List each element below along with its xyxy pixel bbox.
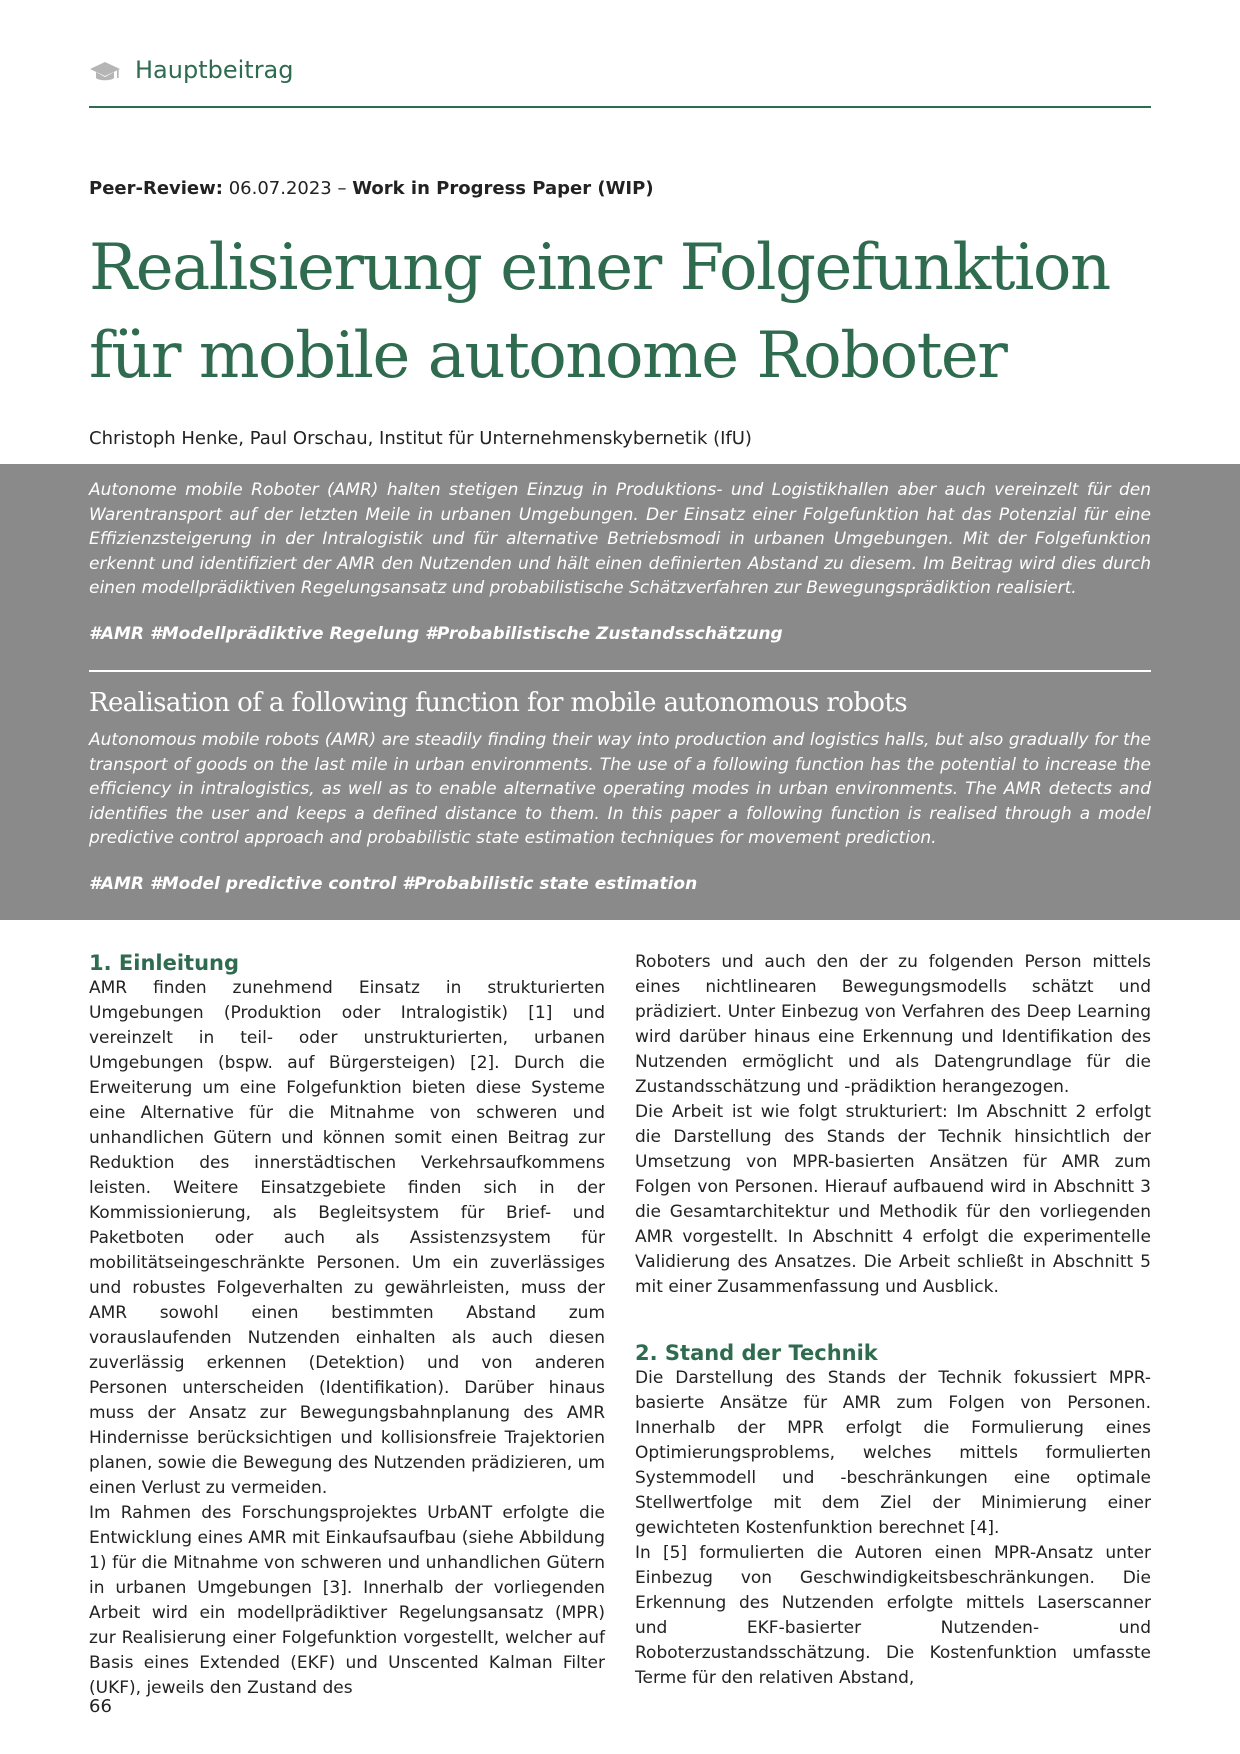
paragraph: Im Rahmen des Forschungsprojektes UrbANT erfolgte die Entwicklung eines AMR mit Einkaufsaufbau (siehe Abbildung 1) für die Mitnahme von schweren und unhandlichen Gütern in urbanen Umgebungen [3]. Innerhalb der vorliegenden Arbeit wird ein modellprädiktiver Regelungsansatz (MPR) zur Realisierung einer Folgefunktion vorgestellt, welcher auf Basis eines Extended (EKF) und Unscented Kalman Filter (UKF), jeweils den Zustand des	[89, 1503, 605, 1698]
peer-review-date: 06.07.2023	[228, 178, 332, 199]
section-heading-state-of-the-art: 2. Stand der Technik	[635, 1341, 878, 1365]
section-header	[89, 54, 1151, 108]
abstract-divider	[89, 670, 1151, 672]
peer-review-label: Peer-Review:	[89, 178, 223, 199]
paragraph: Roboters und auch den der zu folgenden Person mittels eines nichtlinearen Bewegungsmodells schätzt und prädiziert. Unter Einbezug von Verfahren des Deep Learning wird darüber hinaus eine Erkennung und Identifikation des Nutzenden ermöglicht und als Datengrundlage für die Zustandsschätzung und -prädiktion herangezogen.	[635, 952, 1151, 1097]
title-line-2: für mobile autonome Roboter	[89, 319, 1007, 393]
keywords-german: #AMR #Modellprädiktive Regelung #Probabilistische Zustandsschätzung	[89, 624, 783, 644]
section-heading-introduction: 1. Einleitung	[89, 951, 240, 975]
page-number: 66	[89, 1696, 112, 1717]
authors: Christoph Henke, Paul Orschau, Institut für Unternehmenskybernetik (IfU)	[89, 428, 752, 449]
paragraph: Die Darstellung des Stands der Technik fokussiert MPR-basierte Ansätze für AMR zum Folgen von Personen. Innerhalb der MPR erfolgt die Formulierung eines Optimierungsproblems, welches mittels formulierten Systemmodell und -beschränkungen eine optimale Stellwertfolge mit dem Ziel der Minimierung einer gewichteten Kostenfunktion berechnet [4].	[635, 1368, 1151, 1538]
section-spacer	[635, 1300, 1151, 1340]
paragraph: In [5] formulierten die Autoren einen MPR-Ansatz unter Einbezug von Geschwindigkeitsbeschränkungen. Die Erkennung des Nutzenden erfolgte mittels Laserscanner und EKF-basierter Nutzenden- und Roboterzustandsschätzung. Die Kostenfunktion umfasste Terme für den relativen Abstand,	[635, 1543, 1151, 1688]
paragraph: AMR finden zunehmend Einsatz in strukturierten Umgebungen (Produktion oder Intralogistik) [1] und vereinzelt in teil- oder unstrukturierten, urbanen Umgebungen (bspw. auf Bürgersteigen) [2]. Durch die Erweiterung um eine Folgefunktion bieten diese Systeme eine Alternative für die Mitnahme von schweren und unhandlichen Gütern und können somit einen Beitrag zur Reduktion des innerstädtischen Verkehrsaufkommens leisten. Weitere Einsatzgebiete finden sich in der Kommissionierung, als Begleitsystem für Brief- und Paketboten oder auch als Assistenzsystem für mobilitätseingeschränkte Personen. Um ein zuverlässiges und robustes Folgeverhalten zu gewährleisten, muss der AMR sowohl einen bestimmten Abstand zum vorauslaufenden Nutzenden einhalten als auch diesen zuverlässig erkennen (Detektion) und von anderen Personen unterscheiden (Identifikation). Darüber hinaus muss der Ansatz zur Bewegungsbahnplanung des AMR Hindernisse berücksichtigen und kollisionsfreie Trajektorien planen, sowie die Bewegung des Nutzenden prädizieren, um einen Verlust zu vermeiden.	[89, 978, 605, 1498]
english-title: Realisation of a following function for mobile autonomous robots	[89, 688, 907, 718]
title-line-1: Realisierung einer Folgefunktion	[89, 231, 1110, 305]
peer-review-line	[89, 178, 654, 199]
paragraph: Die Arbeit ist wie folgt strukturiert: Im Abschnitt 2 erfolgt die Darstellung des Stands der Technik hinsichtlich der Umsetzung von MPR-basierten Ansätzen für AMR zum Folgen von Personen. Hierauf aufbauend wird in Abschnitt 3 die Gesamtarchitektur und Methodik für den vorliegenden AMR vorgestellt. In Abschnitt 4 erfolgt die experimentelle Validierung des Ansatzes. Die Arbeit schließt in Abschnitt 5 mit einer Zusammenfassung und Ausblick.	[635, 1102, 1151, 1297]
article-title	[89, 224, 1169, 400]
column-left	[89, 950, 605, 1701]
abstract-german: Autonome mobile Roboter (AMR) halten stetigen Einzug in Produktions- und Logistikhallen aber auch vereinzelt für den Warentransport auf der letzten Meile in urbanen Umgebungen. Der Einsatz einer Folgefunktion hat das Potenzial für eine Effizienzsteigerung in der Intralogistik und für alternative Betriebsmodi in urbanen Umgebungen. Mit der Folgefunktion erkennt und identifiziert der AMR den Nutzenden und hält einen definierten Abstand zu diesem. Im Beitrag wird dies durch einen modellprädiktiven Regelungsansatz und probabilistische Schätzverfahren zur Bewegungsprädiktion realisiert.	[89, 480, 1151, 598]
column-right	[635, 950, 1151, 1691]
abstract-english: Autonomous mobile robots (AMR) are steadily finding their way into production and logistics halls, but also gradually for the transport of goods on the last mile in urban environments. The use of a following function has the potential to increase the efficiency in intralogistics, as well as to enable alternative operating modes in urban environments. The AMR detects and identifies the user and keeps a defined distance to them. In this paper a following function is realised through a model predictive control approach and probabilistic state estimation techniques for movement prediction.	[89, 730, 1151, 848]
graduation-cap-icon	[89, 60, 121, 84]
header-label: Hauptbeitrag	[135, 56, 294, 84]
paper-type: Work in Progress Paper (WIP)	[352, 178, 654, 199]
peer-review-separator: –	[331, 178, 353, 199]
keywords-english: #AMR #Model predictive control #Probabilistic state estimation	[89, 874, 698, 894]
